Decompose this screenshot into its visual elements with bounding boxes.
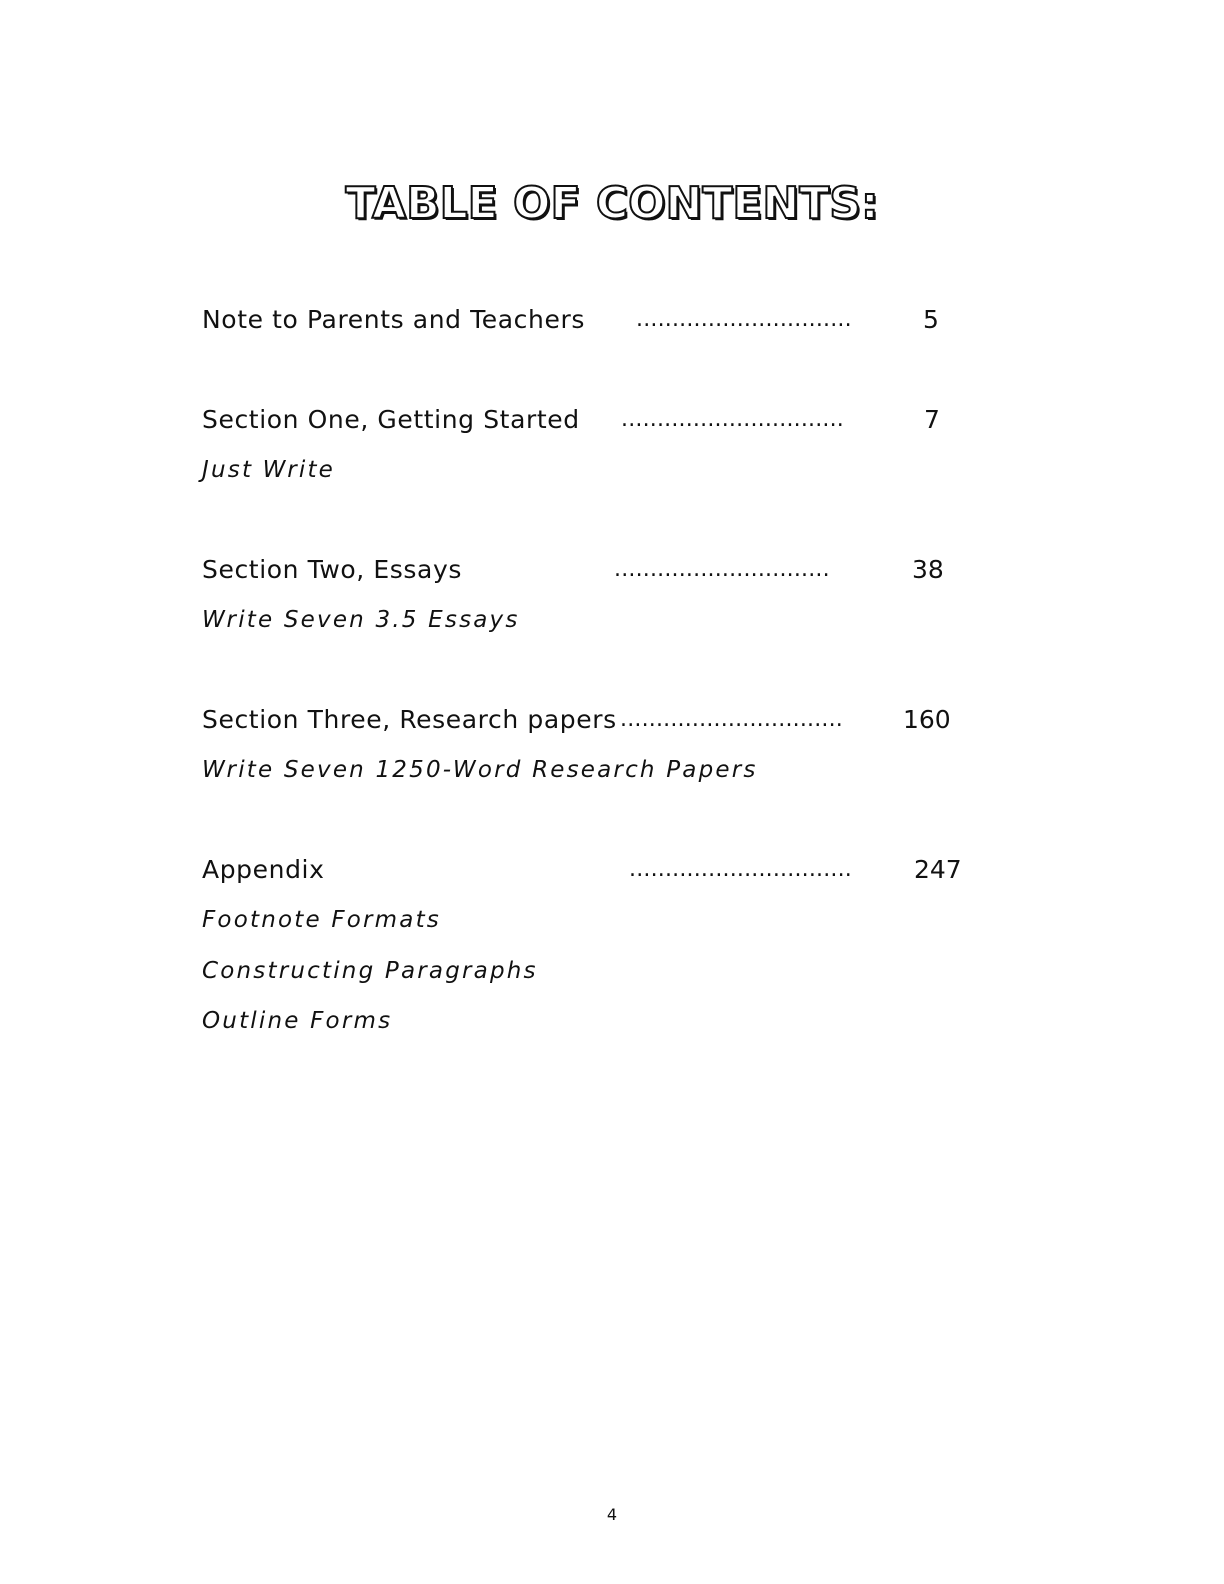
toc-entry-label: Section Three, Research papers [202, 705, 617, 734]
toc-page-number: 7 [924, 405, 940, 434]
toc-leader-dots: .............................. [614, 557, 830, 582]
toc-page-number: 160 [903, 705, 951, 734]
toc-subitem: Constructing Paragraphs [202, 958, 538, 984]
toc-subitem: Footnote Formats [202, 907, 441, 933]
toc-leader-dots: .............................. [636, 307, 852, 332]
toc-page-number: 247 [914, 855, 962, 884]
page-title: TABLE OF CONTENTS: [345, 178, 879, 229]
toc-entry-label: Section Two, Essays [202, 555, 462, 584]
toc-leader-dots: ............................... [629, 857, 852, 882]
page-number-footer: 4 [606, 1505, 618, 1524]
toc-page-number: 38 [912, 555, 944, 584]
toc-entry-label: Section One, Getting Started [202, 405, 580, 434]
toc-subitem: Just Write [202, 457, 336, 483]
toc-leader-dots: ............................... [621, 407, 844, 432]
toc-page-number: 5 [923, 305, 939, 334]
toc-entry-label: Note to Parents and Teachers [202, 305, 585, 334]
toc-leader-dots: ............................... [620, 707, 843, 732]
toc-subitem: Outline Forms [202, 1008, 393, 1034]
toc-subitem: Write Seven 3.5 Essays [202, 607, 520, 633]
toc-entry-label: Appendix [202, 855, 325, 884]
toc-subitem: Write Seven 1250-Word Research Papers [202, 757, 758, 783]
